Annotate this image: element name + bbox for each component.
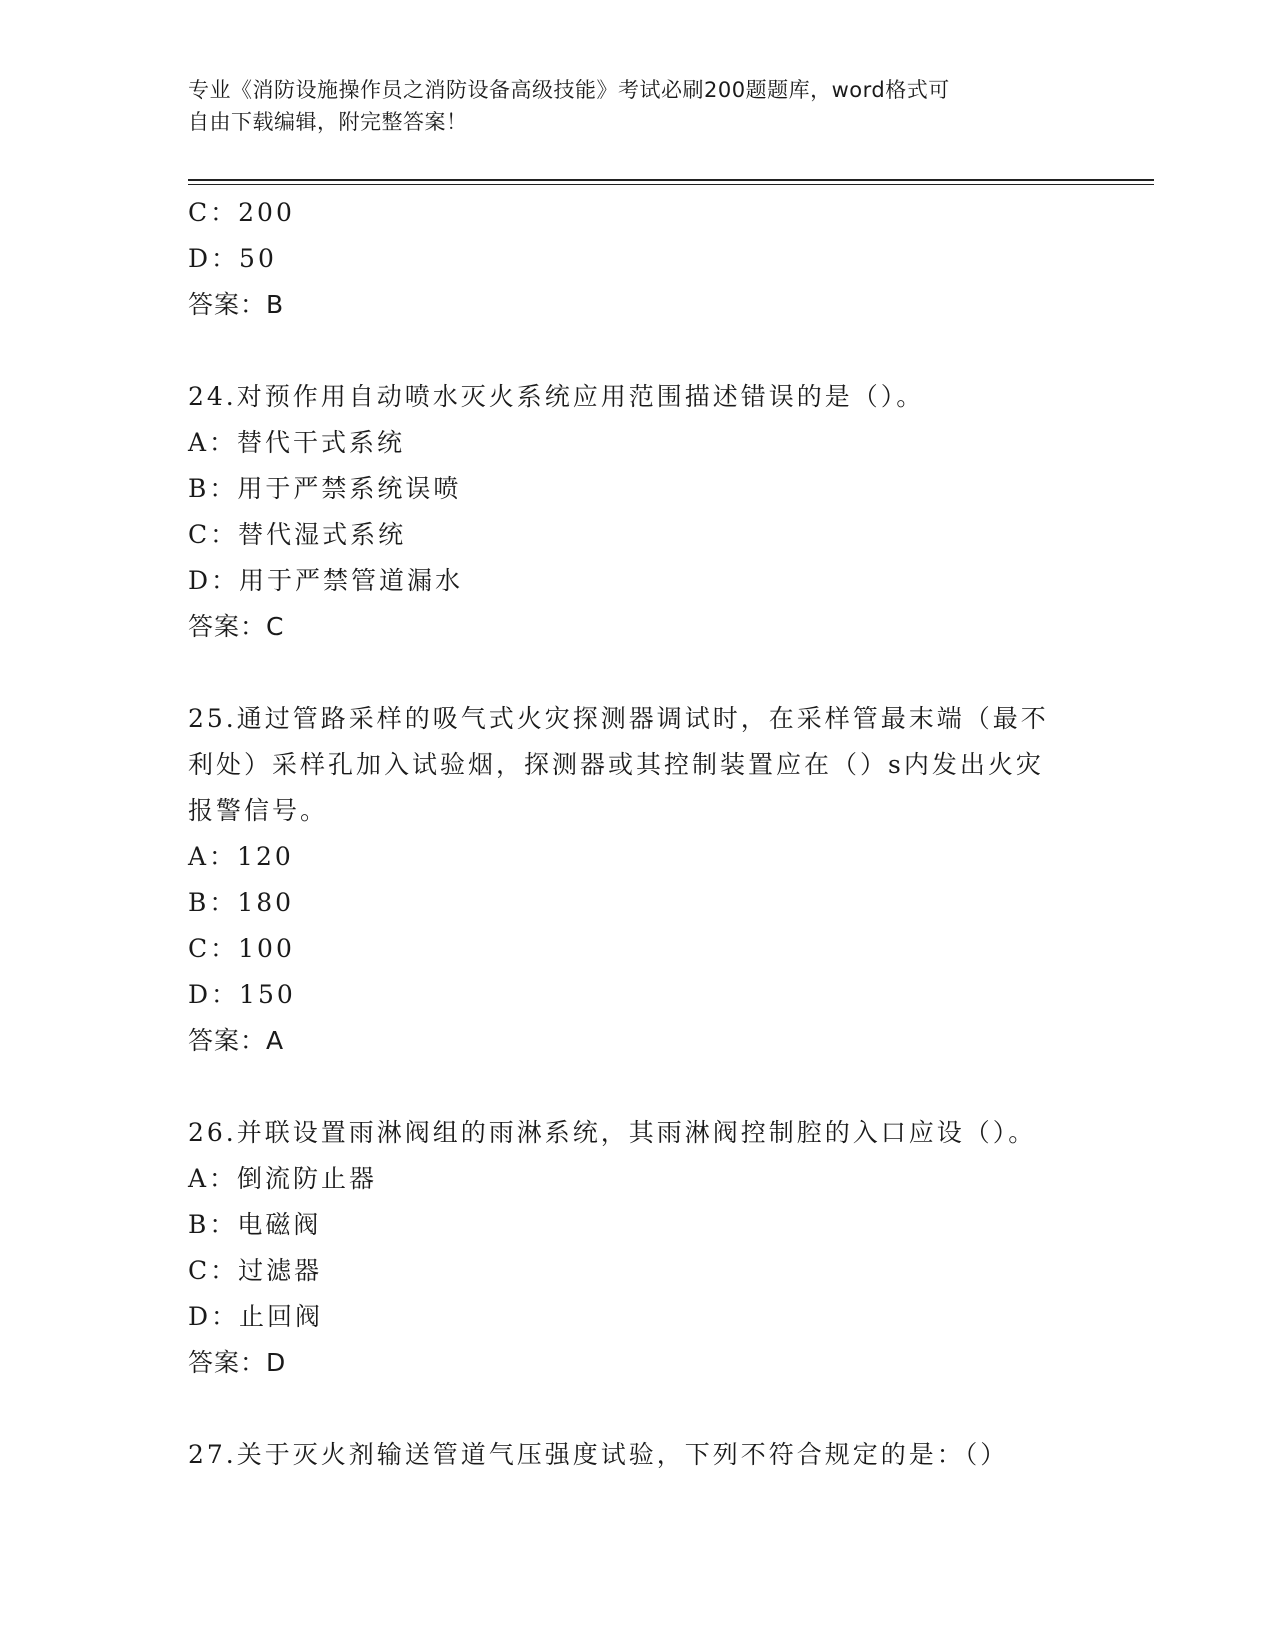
- option-b: B：用于严禁系统误喷: [188, 474, 462, 503]
- answer-line: 答案：D: [188, 1348, 287, 1377]
- option-a: A：替代干式系统: [188, 428, 406, 457]
- question-stem: 25.通过管路采样的吸气式火灾探测器调试时，在采样管最末端（最不: [188, 704, 1049, 733]
- question-stem-continued: 报警信号。: [188, 796, 329, 825]
- option-b: B：180: [188, 888, 295, 917]
- question-stem-continued: 利处）采样孔加入试验烟，探测器或其控制装置应在（）s内发出火灾: [188, 750, 1044, 779]
- option-c: C：100: [188, 934, 295, 963]
- header-divider-thick: [188, 179, 1154, 181]
- spacer: [188, 1386, 1088, 1432]
- option-a: A：倒流防止器: [188, 1164, 378, 1193]
- option-d: D：用于严禁管道漏水: [188, 566, 464, 595]
- question-list: [188, 190, 1088, 1478]
- option-d: D：止回阀: [188, 1302, 324, 1331]
- spacer: [188, 650, 1088, 696]
- header-divider-thin: [188, 184, 1154, 185]
- question-stem: 26.并联设置雨淋阀组的雨淋系统，其雨淋阀控制腔的入口应设（）。: [188, 1118, 1037, 1147]
- question-stem: 27.关于灭火剂输送管道气压强度试验，下列不符合规定的是：（）: [188, 1440, 1009, 1469]
- document-header: [188, 74, 1088, 138]
- option-c: C：过滤器: [188, 1256, 323, 1285]
- spacer: [188, 328, 1088, 374]
- option-d: D：50: [188, 244, 277, 273]
- option-b: B：电磁阀: [188, 1210, 322, 1239]
- option-c: C：200: [188, 198, 295, 227]
- header-title-line-1: 专业《消防设施操作员之消防设备高级技能》考试必刷200题题库，word格式可: [188, 78, 950, 102]
- option-d: D：150: [188, 980, 296, 1009]
- question-stem: 24.对预作用自动喷水灭火系统应用范围描述错误的是（）。: [188, 382, 925, 411]
- spacer: [188, 1064, 1088, 1110]
- answer-line: 答案：C: [188, 612, 285, 641]
- option-a: A：120: [188, 842, 294, 871]
- option-c: C：替代湿式系统: [188, 520, 407, 549]
- answer-line: 答案：B: [188, 290, 285, 319]
- header-title-line-2: 自由下载编辑，附完整答案！: [188, 110, 468, 134]
- answer-line: 答案：A: [188, 1026, 285, 1055]
